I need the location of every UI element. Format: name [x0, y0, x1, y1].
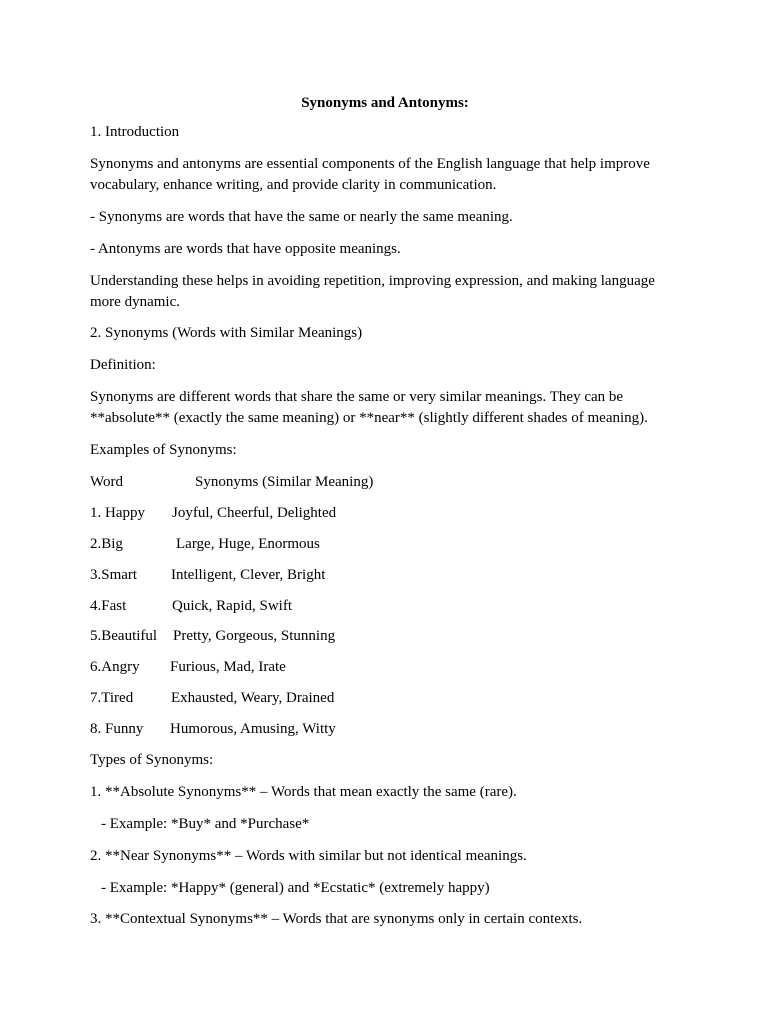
table-row: [90, 688, 680, 709]
examples-heading: Examples of Synonyms:: [90, 442, 237, 459]
row-synonyms: Pretty, Gorgeous, Stunning: [173, 628, 336, 645]
row-word: 1. Happy: [90, 504, 145, 521]
type2-example: - Example: *Happy* (general) and *Ecstatic* (extremely happy): [101, 879, 490, 896]
row-word: 4.Fast: [90, 597, 127, 614]
section2-heading: 2. Synonyms (Words with Similar Meanings): [90, 325, 363, 342]
row-word: 3.Smart: [90, 566, 138, 583]
type1-example: - Example: *Buy* and *Purchase*: [101, 815, 310, 832]
header-synonyms: Synonyms (Similar Meaning): [195, 474, 374, 491]
row-word: 2.Big: [90, 535, 123, 552]
table-row: [90, 534, 680, 555]
types-heading: Types of Synonyms:: [90, 752, 214, 769]
document-title: Synonyms and Antonyms:: [301, 95, 469, 111]
type3-item: 3. **Contextual Synonyms** – Words that are synonyms only in certain contexts.: [90, 911, 583, 928]
table-row: [90, 626, 680, 647]
document-page: [90, 93, 680, 941]
type1-item: 1. **Absolute Synonyms** – Words that mean exactly the same (rare).: [90, 783, 517, 800]
table-row: [90, 596, 680, 617]
table-header: [90, 472, 680, 493]
table-row: [90, 503, 680, 524]
row-synonyms: Large, Huge, Enormous: [176, 535, 320, 552]
row-word: 8. Funny: [90, 721, 144, 738]
intro-paragraph: Synonyms and antonyms are essential components of the English language that help improve vocabulary, enhance writing, and provide clarity in communication.: [90, 155, 650, 193]
row-word: 6.Angry: [90, 659, 140, 676]
bullet-antonyms: - Antonyms are words that have opposite meanings.: [90, 240, 401, 257]
definition-text: Synonyms are different words that share the same or very similar meanings. They can be **absolute** (exactly the same meaning) or **near** (slightly different shades of meaning).: [90, 389, 648, 427]
type2-item: 2. **Near Synonyms** – Words with similar but not identical meanings.: [90, 847, 527, 864]
row-synonyms: Intelligent, Clever, Bright: [171, 566, 326, 583]
table-row: [90, 657, 680, 678]
bullet-synonyms: - Synonyms are words that have the same or nearly the same meaning.: [90, 208, 513, 225]
row-word: 5.Beautiful: [90, 628, 158, 645]
understanding-paragraph: Understanding these helps in avoiding repetition, improving expression, and making language more dynamic.: [90, 272, 655, 310]
row-synonyms: Exhausted, Weary, Drained: [171, 690, 335, 707]
intro-heading: 1. Introduction: [90, 124, 180, 140]
row-synonyms: Humorous, Amusing, Witty: [170, 721, 336, 738]
row-synonyms: Quick, Rapid, Swift: [172, 597, 292, 614]
row-synonyms: Furious, Mad, Irate: [170, 659, 286, 676]
row-synonyms: Joyful, Cheerful, Delighted: [172, 504, 337, 521]
definition-label: Definition:: [90, 357, 156, 374]
table-row: [90, 565, 680, 586]
table-row: [90, 719, 680, 740]
header-word: Word: [90, 474, 123, 491]
row-word: 7.Tired: [90, 690, 134, 707]
